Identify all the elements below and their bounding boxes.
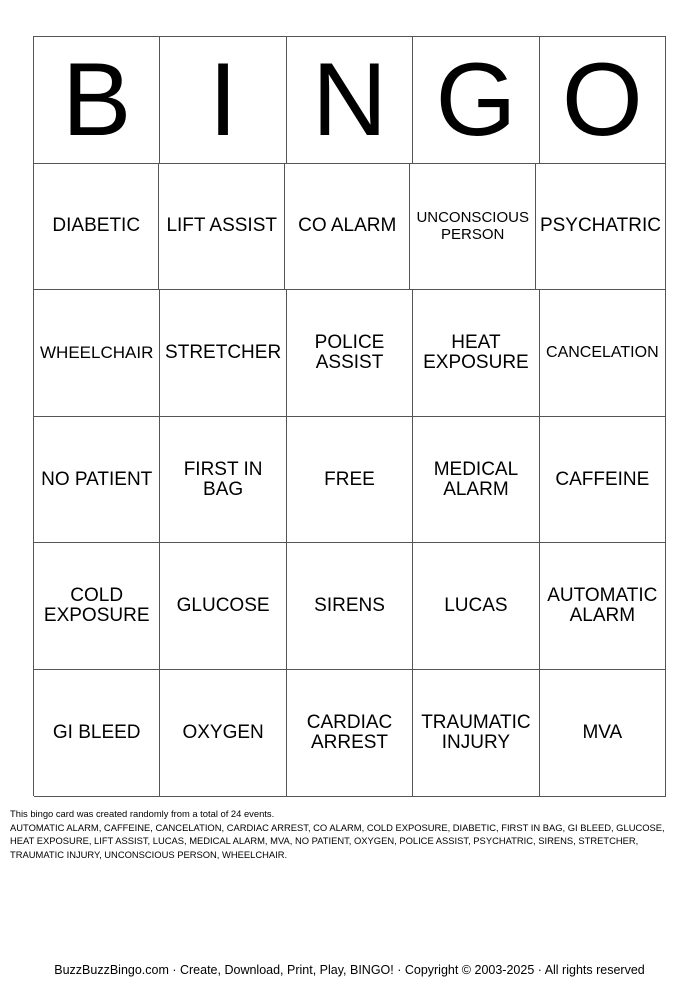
- bingo-cell: LIFT ASSIST: [159, 164, 284, 291]
- bingo-row-3: [34, 417, 666, 544]
- bingo-cell: MVA: [540, 670, 666, 797]
- bingo-cell: FIRST IN BAG: [160, 417, 286, 544]
- bingo-cell: TRAUMATIC INJURY: [413, 670, 539, 797]
- bingo-cell: DIABETIC: [34, 164, 159, 291]
- bingo-row-2: [34, 290, 666, 417]
- bingo-cell: CO ALARM: [285, 164, 410, 291]
- header-letter-g: G: [413, 37, 539, 164]
- header-letter-b: B: [34, 37, 160, 164]
- bingo-cell: UNCONSCIOUS PERSON: [410, 164, 535, 291]
- bingo-cell: POLICE ASSIST: [287, 290, 413, 417]
- header-letter-o: O: [540, 37, 666, 164]
- bingo-cell: PSYCHATRIC: [536, 164, 666, 291]
- bingo-cell: OXYGEN: [160, 670, 286, 797]
- card-info: [10, 807, 690, 861]
- bingo-cell: MEDICAL ALARM: [413, 417, 539, 544]
- bingo-cell: AUTOMATIC ALARM: [540, 543, 666, 670]
- bingo-row-1: [34, 164, 666, 291]
- bingo-cell: COLD EXPOSURE: [34, 543, 160, 670]
- free-space-cell: FREE: [287, 417, 413, 544]
- bingo-cell: WHEELCHAIR: [34, 290, 160, 417]
- header-row: [34, 37, 666, 164]
- header-letter-n: N: [287, 37, 413, 164]
- bingo-row-5: [34, 670, 666, 797]
- bingo-card: [33, 36, 666, 796]
- bingo-cell: NO PATIENT: [34, 417, 160, 544]
- card-info-event-list: AUTOMATIC ALARM, CAFFEINE, CANCELATION, CARDIAC ARREST, CO ALARM, COLD EXPOSURE, DIABETIC, FIRST IN BAG, GI BLEED, GLUCOSE, HEAT EXPOSURE, LIFT ASSIST, LUCAS, MEDICAL ALARM, MVA, NO PATIENT, OXYGEN, POLICE ASSIST, PSYCHATRIC, SIRENS, STRETCHER, TRAUMATIC INJURY, UNCONSCIOUS PERSON, WHEELCHAIR.: [10, 821, 665, 860]
- card-info-summary: This bingo card was created randomly from a total of 24 events.: [10, 808, 275, 819]
- bingo-cell: HEAT EXPOSURE: [413, 290, 539, 417]
- bingo-cell: LUCAS: [413, 543, 539, 670]
- bingo-row-4: [34, 543, 666, 670]
- bingo-cell: CARDIAC ARREST: [287, 670, 413, 797]
- header-letter-i: I: [160, 37, 286, 164]
- bingo-cell: GLUCOSE: [160, 543, 286, 670]
- bingo-cell: STRETCHER: [160, 290, 286, 417]
- bingo-cell: CAFFEINE: [540, 417, 666, 544]
- bingo-cell: GI BLEED: [34, 670, 160, 797]
- bingo-cell: CANCELATION: [540, 290, 666, 417]
- site-footer: BuzzBuzzBingo.com · Create, Download, Print, Play, BINGO! · Copyright © 2003-2025 · All rights reserved: [54, 963, 645, 977]
- bingo-cell: SIRENS: [287, 543, 413, 670]
